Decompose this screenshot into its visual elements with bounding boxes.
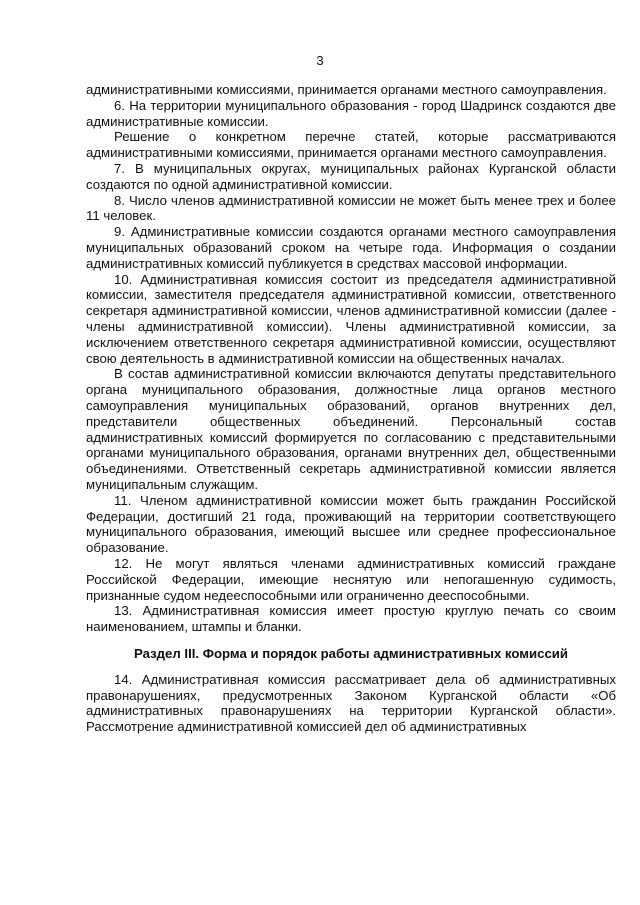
- document-body: [86, 82, 616, 735]
- paragraph-11: 11. Членом административной комиссии может быть гражданин Российской Федерации, достигший 21 года, проживающий на территории соответствующего муниципального образования, имеющий высшее или среднее профессиональное образование.: [86, 492, 616, 556]
- paragraph-10-composition: В состав административной комиссии включаются депутаты представительного органа муниципального образования, должностные лица органов местного самоуправления муниципальных образований, органов внутренних дел, представители общественных объединений. Персональный состав административных комиссий формируется по согласованию с представительными органами муниципального образования, органами внутренних дел, общественными объединениями. Ответственный секретарь административной комиссии является муниципальным служащим.: [86, 366, 616, 492]
- paragraph-14: 14. Административная комиссия рассматривает дела об административных правонарушениях, предусмотренных Законом Курганской области «Об административных правонарушениях на территории Курганской области». Рассмотрение административной комиссией дел об административных: [86, 671, 616, 735]
- paragraph-8: 8. Число членов административной комиссии не может быть менее трех и более 11 человек.: [86, 192, 616, 224]
- page-number: 3: [316, 53, 324, 68]
- paragraph-9: 9. Административные комиссии создаются органами местного самоуправления муниципальных образований сроком на четыре года. Информация о создании административных комиссий публикуется в средствах массовой информации.: [86, 224, 616, 271]
- paragraph-13: 13. Административная комиссия имеет простую круглую печать со своим наименованием, штампы и бланки.: [86, 603, 616, 635]
- paragraph-6-decision: Решение о конкретном перечне статей, которые рассматриваются административными комиссиями, принимается органами местного самоуправления.: [86, 129, 616, 161]
- paragraph-12: 12. Не могут являться членами административных комиссий граждане Российской Федерации, имеющие неснятую или непогашенную судимость, признанные судом недееспособными или ограниченно дееспособными.: [86, 555, 616, 603]
- paragraph-6: 6. На территории муниципального образования - город Шадринск создаются две административные комиссии.: [86, 97, 616, 129]
- section-heading: Раздел III. Форма и порядок работы административных комиссий: [134, 645, 568, 661]
- paragraph-10: 10. Административная комиссия состоит из председателя административной комиссии, заместителя председателя административной комиссии, ответственного секретаря административной комиссии, членов административной комиссии (далее - члены административной комиссии). Члены административной комиссии, за исключением ответственного секретаря административной комиссии, осуществляют свою деятельность в административной комиссии на общественных началах.: [86, 271, 616, 366]
- paragraph-7: 7. В муниципальных округах, муниципальных районах Курганской области создаются по одной административной комиссии.: [86, 160, 616, 192]
- paragraph-5-continuation: административными комиссиями, принимается органами местного самоуправления.: [86, 82, 607, 97]
